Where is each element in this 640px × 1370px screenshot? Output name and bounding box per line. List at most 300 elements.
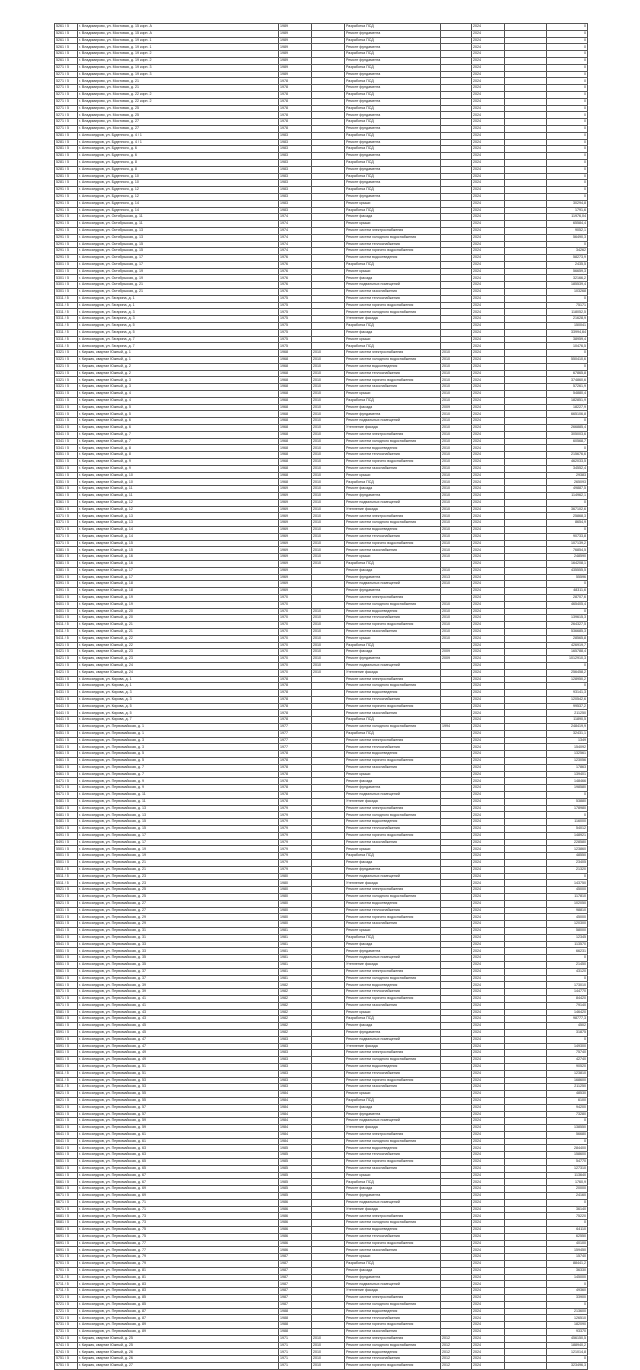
cell-year-last bbox=[441, 153, 472, 160]
cell-work-type: Разработка ПСД bbox=[345, 64, 441, 71]
table-row bbox=[55, 1220, 588, 1227]
cell-extra bbox=[505, 146, 547, 153]
cell-address: г. Александров, ул. Первомайская, д. 29 bbox=[78, 921, 279, 928]
cell-amount: 99537,2 bbox=[547, 703, 588, 710]
cell-year-last: 2010 bbox=[441, 377, 472, 384]
cell-year-repair bbox=[312, 1254, 345, 1261]
cell-extra bbox=[505, 554, 547, 561]
cell-extra bbox=[505, 268, 547, 275]
cell-year-plan: 2024 bbox=[472, 533, 505, 540]
cell-year-last bbox=[441, 112, 472, 119]
cell-year-built: 1982 bbox=[279, 989, 312, 996]
cell-year-plan: 2024 bbox=[472, 119, 505, 126]
cell-work-type: Ремонт крыши bbox=[345, 200, 441, 207]
cell-extra bbox=[505, 832, 547, 839]
cell-year-last bbox=[441, 771, 472, 778]
cell-amount: 0 bbox=[547, 30, 588, 37]
cell-year-last bbox=[441, 819, 472, 826]
cell-year-repair bbox=[312, 764, 345, 771]
cell-year-plan: 2024 bbox=[472, 1247, 505, 1254]
cell-year-built: 1968 bbox=[279, 418, 312, 425]
cell-extra bbox=[505, 1301, 547, 1308]
cell-year-plan: 2024 bbox=[472, 173, 505, 180]
table-row bbox=[55, 105, 588, 112]
cell-extra bbox=[505, 24, 547, 31]
table-row bbox=[55, 404, 588, 411]
cell-year-repair bbox=[312, 207, 345, 214]
cell-work-type: Разработка ПСД bbox=[345, 1261, 441, 1268]
cell-code: 5651 / 5 bbox=[55, 1152, 78, 1159]
cell-year-repair: 2010 bbox=[312, 472, 345, 479]
cell-address: г. Владимирово, ул. Мостовая, д. 25 bbox=[78, 105, 279, 112]
table-row bbox=[55, 520, 588, 527]
cell-year-built: 1985 bbox=[279, 1165, 312, 1172]
cell-year-last bbox=[441, 792, 472, 799]
cell-code: 5271 / 5 bbox=[55, 64, 78, 71]
cell-address: г. Александров, ул. Первомайская, д. 37 bbox=[78, 975, 279, 982]
cell-year-repair: 2010 bbox=[312, 350, 345, 357]
cell-year-plan: 2024 bbox=[472, 85, 505, 92]
table-row bbox=[55, 989, 588, 996]
cell-amount: 0 bbox=[547, 146, 588, 153]
cell-work-type: Ремонт фасада bbox=[345, 941, 441, 948]
table-row bbox=[55, 547, 588, 554]
cell-year-plan: 2024 bbox=[472, 282, 505, 289]
cell-code: 5311 / 5 bbox=[55, 295, 78, 302]
cell-year-plan: 2024 bbox=[472, 520, 505, 527]
cell-work-type: Ремонт систем газоснабжения bbox=[345, 710, 441, 717]
cell-year-last bbox=[441, 1016, 472, 1023]
cell-code: 5321 / 5 bbox=[55, 363, 78, 370]
cell-amount: 144770 bbox=[547, 989, 588, 996]
cell-address: г. Киржач, квартал Южный, д. 8 bbox=[78, 452, 279, 459]
cell-address: г. Александров, ул. Первомайская, д. 55 bbox=[78, 1097, 279, 1104]
cell-amount: 213600 bbox=[547, 1308, 588, 1315]
cell-address: г. Александров, ул. Буденного, д. 6 bbox=[78, 146, 279, 153]
cell-year-plan: 2024 bbox=[472, 1199, 505, 1206]
cell-address: г. Александров, ул. Гагарина, д. 1 bbox=[78, 302, 279, 309]
cell-year-built: 1981 bbox=[279, 927, 312, 934]
cell-year-last bbox=[441, 1165, 472, 1172]
cell-address: г. Александров, ул. Кирова, д. 5 bbox=[78, 710, 279, 717]
table-row bbox=[55, 1104, 588, 1111]
cell-extra bbox=[505, 866, 547, 873]
cell-work-type: Ремонт систем холодного водоснабжения bbox=[345, 438, 441, 445]
cell-work-type: Ремонт подвальных помещений bbox=[345, 1199, 441, 1206]
cell-extra bbox=[505, 995, 547, 1002]
cell-work-type: Ремонт систем электроснабжения bbox=[345, 1213, 441, 1220]
cell-address: г. Александров, ул. Первомайская, д. 43 bbox=[78, 1009, 279, 1016]
cell-work-type: Ремонт систем холодного водоснабжения bbox=[345, 234, 441, 241]
cell-address: г. Киржач, квартал Южный, д. 14 bbox=[78, 533, 279, 540]
cell-work-type: Ремонт фасада bbox=[345, 486, 441, 493]
cell-address: г. Александров, ул. Первомайская, д. 61 bbox=[78, 1131, 279, 1138]
cell-year-built: 1970 bbox=[279, 615, 312, 622]
cell-code: 5701 / 5 bbox=[55, 1254, 78, 1261]
cell-work-type: Ремонт систем холодного водоснабжения bbox=[345, 1057, 441, 1064]
cell-extra bbox=[505, 717, 547, 724]
cell-extra bbox=[505, 975, 547, 982]
cell-work-type: Ремонт систем горячего водоснабжения bbox=[345, 703, 441, 710]
cell-address: г. Киржач, квартал Южный, д. 5 bbox=[78, 411, 279, 418]
cell-work-type: Ремонт подвальных помещений bbox=[345, 499, 441, 506]
cell-year-repair: 2010 bbox=[312, 540, 345, 547]
cell-work-type: Ремонт систем газоснабжения bbox=[345, 1165, 441, 1172]
cell-year-last: 2010 bbox=[441, 486, 472, 493]
cell-year-built: 1988 bbox=[279, 1322, 312, 1329]
cell-year-repair bbox=[312, 1329, 345, 1336]
cell-year-last bbox=[441, 173, 472, 180]
cell-amount: 57261,9 bbox=[547, 384, 588, 391]
table-row bbox=[55, 1281, 588, 1288]
cell-amount: 0 bbox=[547, 64, 588, 71]
cell-year-last bbox=[441, 832, 472, 839]
cell-extra bbox=[505, 1077, 547, 1084]
cell-year-plan: 2024 bbox=[472, 615, 505, 622]
cell-year-last bbox=[441, 717, 472, 724]
cell-year-last bbox=[441, 187, 472, 194]
cell-year-plan: 2024 bbox=[472, 1050, 505, 1057]
cell-year-built: 1975 bbox=[279, 329, 312, 336]
cell-amount: 98777,3 bbox=[547, 1016, 588, 1023]
cell-address: г. Александров, ул. Октябрьская, д. 19 bbox=[78, 268, 279, 275]
cell-year-last bbox=[441, 105, 472, 112]
table-row bbox=[55, 1023, 588, 1030]
cell-amount: 0 bbox=[547, 24, 588, 31]
cell-year-repair: 2010 bbox=[312, 492, 345, 499]
cell-extra bbox=[505, 662, 547, 669]
cell-year-repair bbox=[312, 1118, 345, 1125]
cell-extra bbox=[505, 431, 547, 438]
cell-work-type: Ремонт подвальных помещений bbox=[345, 873, 441, 880]
cell-work-type: Ремонт крыши bbox=[345, 846, 441, 853]
table-row bbox=[55, 98, 588, 105]
cell-extra bbox=[505, 778, 547, 785]
cell-amount: 0 bbox=[547, 1356, 588, 1363]
table-row bbox=[55, 764, 588, 771]
cell-address: г. Александров, ул. Буденного, д. 14 bbox=[78, 200, 279, 207]
cell-code: 5721 / 5 bbox=[55, 1295, 78, 1302]
table-row bbox=[55, 1050, 588, 1057]
cell-extra bbox=[505, 295, 547, 302]
cell-year-plan: 2024 bbox=[472, 411, 505, 418]
cell-work-type: Ремонт систем горячего водоснабжения bbox=[345, 302, 441, 309]
cell-extra bbox=[505, 329, 547, 336]
cell-year-repair: 2010 bbox=[312, 1342, 345, 1349]
cell-year-plan: 2024 bbox=[472, 724, 505, 731]
cell-work-type: Ремонт систем теплоснабжения bbox=[345, 241, 441, 248]
cell-year-repair: 2010 bbox=[312, 662, 345, 669]
cell-year-repair bbox=[312, 1213, 345, 1220]
cell-work-type: Ремонт систем холодного водоснабжения bbox=[345, 812, 441, 819]
cell-address: г. Александров, ул. Первомайская, д. 87 bbox=[78, 1315, 279, 1322]
cell-address: г. Александров, ул. Буденного, д. 4 / 1 bbox=[78, 139, 279, 146]
cell-year-plan: 2024 bbox=[472, 601, 505, 608]
cell-code: 5561 / 5 bbox=[55, 982, 78, 989]
cell-address: г. Александров, ул. Первомайская, д. 51 bbox=[78, 1063, 279, 1070]
cell-address: г. Александров, ул. Первомайская, д. 57 bbox=[78, 1104, 279, 1111]
cell-code: 5691 / 5 bbox=[55, 1240, 78, 1247]
cell-work-type: Ремонт систем горячего водоснабжения bbox=[345, 832, 441, 839]
table-row bbox=[55, 465, 588, 472]
cell-amount: 21320 bbox=[547, 866, 588, 873]
cell-year-plan: 2024 bbox=[472, 221, 505, 228]
cell-year-repair bbox=[312, 1097, 345, 1104]
cell-code: 5291 / 5 bbox=[55, 255, 78, 262]
cell-amount: 36140 bbox=[547, 1206, 588, 1213]
cell-work-type: Утепление фасада bbox=[345, 1125, 441, 1132]
cell-year-plan: 2024 bbox=[472, 57, 505, 64]
cell-amount: 126510 bbox=[547, 1315, 588, 1322]
cell-code: 5481 / 5 bbox=[55, 798, 78, 805]
cell-extra bbox=[505, 465, 547, 472]
cell-year-repair bbox=[312, 1193, 345, 1200]
cell-year-built: 1971 bbox=[279, 1349, 312, 1356]
cell-amount: 21450 bbox=[547, 961, 588, 968]
table-row bbox=[55, 683, 588, 690]
cell-year-repair bbox=[312, 839, 345, 846]
cell-code: 5281 / 5 bbox=[55, 159, 78, 166]
cell-year-plan: 2024 bbox=[472, 1186, 505, 1193]
cell-year-built: 1983 bbox=[279, 1070, 312, 1077]
table-row bbox=[55, 982, 588, 989]
cell-year-plan: 2024 bbox=[472, 1070, 505, 1077]
cell-amount: 12345 bbox=[547, 934, 588, 941]
cell-year-last bbox=[441, 1002, 472, 1009]
cell-address: г. Александров, ул. Первомайская, д. 21 bbox=[78, 866, 279, 873]
cell-year-built: 1978 bbox=[279, 751, 312, 758]
cell-year-repair: 2010 bbox=[312, 357, 345, 364]
cell-work-type: Ремонт подвальных помещений bbox=[345, 581, 441, 588]
cell-code: 5641 / 5 bbox=[55, 1145, 78, 1152]
cell-code: 5661 / 5 bbox=[55, 1179, 78, 1186]
cell-year-plan: 2024 bbox=[472, 1063, 505, 1070]
cell-amount: 0 bbox=[547, 78, 588, 85]
cell-amount: 0 bbox=[547, 180, 588, 187]
cell-code: 5291 / 5 bbox=[55, 200, 78, 207]
cell-year-repair bbox=[312, 927, 345, 934]
table-row bbox=[55, 1356, 588, 1363]
cell-year-built: 1985 bbox=[279, 1152, 312, 1159]
cell-amount: 0 bbox=[547, 85, 588, 92]
cell-amount: 17863 bbox=[547, 764, 588, 771]
cell-work-type: Ремонт систем горячего водоснабжения bbox=[345, 1240, 441, 1247]
cell-year-built: 1978 bbox=[279, 105, 312, 112]
cell-year-repair bbox=[312, 961, 345, 968]
cell-work-type: Ремонт систем теплоснабжения bbox=[345, 533, 441, 540]
cell-amount: 0 bbox=[547, 193, 588, 200]
cell-amount: 188940,2 bbox=[547, 1342, 588, 1349]
cell-year-built: 1976 bbox=[279, 289, 312, 296]
cell-year-last bbox=[441, 812, 472, 819]
cell-year-built: 1969 bbox=[279, 574, 312, 581]
table-row bbox=[55, 601, 588, 608]
cell-work-type: Ремонт систем газоснабжения bbox=[345, 1247, 441, 1254]
table-row bbox=[55, 635, 588, 642]
cell-amount: 88441,2 bbox=[547, 1261, 588, 1268]
table-row bbox=[55, 798, 588, 805]
table-row bbox=[55, 132, 588, 139]
cell-code: 5541 / 5 bbox=[55, 934, 78, 941]
cell-address: г. Александров, ул. Первомайская, д. 31 bbox=[78, 934, 279, 941]
cell-amount: 76854,5 bbox=[547, 547, 588, 554]
cell-year-plan: 2024 bbox=[472, 1036, 505, 1043]
cell-address: г. Александров, ул. Первомайская, д. 71 bbox=[78, 1199, 279, 1206]
cell-year-built: 1983 bbox=[279, 139, 312, 146]
cell-extra bbox=[505, 669, 547, 676]
cell-extra bbox=[505, 887, 547, 894]
table-row bbox=[55, 1118, 588, 1125]
cell-code: 5601 / 5 bbox=[55, 1057, 78, 1064]
cell-year-last bbox=[441, 180, 472, 187]
cell-year-last: 2010 bbox=[441, 540, 472, 547]
cell-address: г. Александров, ул. Кирова, д. 1 bbox=[78, 676, 279, 683]
cell-year-last bbox=[441, 1036, 472, 1043]
cell-year-last: 2010 bbox=[441, 513, 472, 520]
cell-year-last: 2013 bbox=[441, 574, 472, 581]
cell-work-type: Ремонт систем горячего водоснабжения bbox=[345, 1159, 441, 1166]
cell-code: 5421 / 5 bbox=[55, 662, 78, 669]
cell-year-plan: 2024 bbox=[472, 452, 505, 459]
cell-year-plan: 2024 bbox=[472, 581, 505, 588]
cell-year-built: 1977 bbox=[279, 737, 312, 744]
cell-address: г. Александров, ул. Первомайская, д. 9 bbox=[78, 778, 279, 785]
cell-year-plan: 2024 bbox=[472, 112, 505, 119]
table-row bbox=[55, 1036, 588, 1043]
cell-year-last bbox=[441, 1138, 472, 1145]
cell-year-last bbox=[441, 275, 472, 282]
cell-code: 5271 / 5 bbox=[55, 85, 78, 92]
cell-year-last: 2010 bbox=[441, 431, 472, 438]
cell-work-type: Ремонт систем теплоснабжения bbox=[345, 1356, 441, 1363]
cell-amount: 117810 bbox=[547, 894, 588, 901]
cell-work-type: Разработка ПСД bbox=[345, 173, 441, 180]
cell-extra bbox=[505, 1159, 547, 1166]
cell-year-last: 2010 bbox=[441, 357, 472, 364]
cell-year-built: 1982 bbox=[279, 1002, 312, 1009]
cell-work-type: Разработка ПСД bbox=[345, 730, 441, 737]
cell-amount: 0 bbox=[547, 153, 588, 160]
cell-extra bbox=[505, 649, 547, 656]
cell-year-built: 1984 bbox=[279, 1091, 312, 1098]
cell-year-built: 1981 bbox=[279, 961, 312, 968]
cell-work-type: Ремонт подвальных помещений bbox=[345, 662, 441, 669]
cell-extra bbox=[505, 180, 547, 187]
cell-extra bbox=[505, 900, 547, 907]
cell-amount: 103268 bbox=[547, 289, 588, 296]
cell-address: г. Александров, ул. Первомайская, д. 51 bbox=[78, 1070, 279, 1077]
cell-extra bbox=[505, 221, 547, 228]
cell-year-repair bbox=[312, 581, 345, 588]
cell-work-type: Ремонт подвальных помещений bbox=[345, 282, 441, 289]
table-row bbox=[55, 656, 588, 663]
cell-year-repair bbox=[312, 85, 345, 92]
cell-amount: 0 bbox=[547, 662, 588, 669]
cell-year-plan: 2024 bbox=[472, 1152, 505, 1159]
cell-year-plan: 2024 bbox=[472, 1084, 505, 1091]
cell-code: 5701 / 5 bbox=[55, 1261, 78, 1268]
cell-amount: 113640 bbox=[547, 1172, 588, 1179]
cell-year-plan: 2024 bbox=[472, 989, 505, 996]
cell-work-type: Ремонт систем водоотведения bbox=[345, 1227, 441, 1234]
cell-extra bbox=[505, 51, 547, 58]
cell-amount: 84420 bbox=[547, 995, 588, 1002]
cell-code: 5341 / 5 bbox=[55, 425, 78, 432]
cell-address: г. Александров, ул. Первомайская, д. 83 bbox=[78, 1288, 279, 1295]
cell-year-last bbox=[441, 948, 472, 955]
cell-year-repair bbox=[312, 1145, 345, 1152]
table-row bbox=[55, 1247, 588, 1254]
cell-address: г. Киржач, квартал Южный, д. 15 bbox=[78, 547, 279, 554]
cell-work-type: Ремонт систем холодного водоснабжения bbox=[345, 894, 441, 901]
cell-year-built: 1975 bbox=[279, 316, 312, 323]
cell-address: г. Александров, ул. Первомайская, д. 25 bbox=[78, 894, 279, 901]
table-row bbox=[55, 289, 588, 296]
cell-code: 5361 / 5 bbox=[55, 492, 78, 499]
cell-amount: 148921 bbox=[547, 832, 588, 839]
table-row bbox=[55, 1070, 588, 1077]
cell-extra bbox=[505, 1213, 547, 1220]
cell-year-built: 1968 bbox=[279, 472, 312, 479]
cell-work-type: Разработка ПСД bbox=[345, 717, 441, 724]
cell-year-repair bbox=[312, 724, 345, 731]
table-row bbox=[55, 1227, 588, 1234]
cell-address: г. Александров, ул. Первомайская, д. 49 bbox=[78, 1057, 279, 1064]
cell-amount: 0 bbox=[547, 71, 588, 78]
cell-year-plan: 2024 bbox=[472, 241, 505, 248]
cell-year-last bbox=[441, 329, 472, 336]
cell-work-type: Ремонт систем водоотведения bbox=[345, 751, 441, 758]
cell-address: г. Киржач, квартал Южный, д. 15 bbox=[78, 540, 279, 547]
cell-address: г. Владимирово, ул. Мостовая, д. 19 корп. 2 bbox=[78, 57, 279, 64]
table-row bbox=[55, 1097, 588, 1104]
cell-year-repair bbox=[312, 1104, 345, 1111]
table-row bbox=[55, 941, 588, 948]
table-row bbox=[55, 112, 588, 119]
cell-year-built: 1985 bbox=[279, 1172, 312, 1179]
cell-amount: 2435,5 bbox=[547, 261, 588, 268]
table-row bbox=[55, 255, 588, 262]
cell-extra bbox=[505, 323, 547, 330]
cell-address: г. Александров, ул. Первомайская, д. 21 bbox=[78, 860, 279, 867]
cell-amount: 34262 bbox=[547, 248, 588, 255]
cell-amount: 0 bbox=[547, 132, 588, 139]
table-row bbox=[55, 1342, 588, 1349]
cell-address: г. Александров, ул. Первомайская, д. 37 bbox=[78, 968, 279, 975]
cell-code: 5571 / 5 bbox=[55, 989, 78, 996]
table-row bbox=[55, 1322, 588, 1329]
cell-year-last bbox=[441, 1077, 472, 1084]
cell-amount: 0 bbox=[547, 241, 588, 248]
cell-year-last: 2010 bbox=[441, 472, 472, 479]
cell-code: 5691 / 5 bbox=[55, 1233, 78, 1240]
cell-extra bbox=[505, 153, 547, 160]
cell-year-plan: 2024 bbox=[472, 289, 505, 296]
cell-amount: 90733,8 bbox=[547, 533, 588, 540]
cell-amount: 164208,1 bbox=[547, 560, 588, 567]
cell-year-plan: 2024 bbox=[472, 635, 505, 642]
cell-year-repair bbox=[312, 180, 345, 187]
cell-year-repair bbox=[312, 153, 345, 160]
cell-year-last bbox=[441, 1186, 472, 1193]
cell-year-built: 1975 bbox=[279, 302, 312, 309]
cell-year-repair bbox=[312, 1281, 345, 1288]
cell-year-last bbox=[441, 676, 472, 683]
cell-year-last bbox=[441, 44, 472, 51]
cell-year-repair bbox=[312, 683, 345, 690]
cell-extra bbox=[505, 302, 547, 309]
cell-year-plan: 2024 bbox=[472, 377, 505, 384]
